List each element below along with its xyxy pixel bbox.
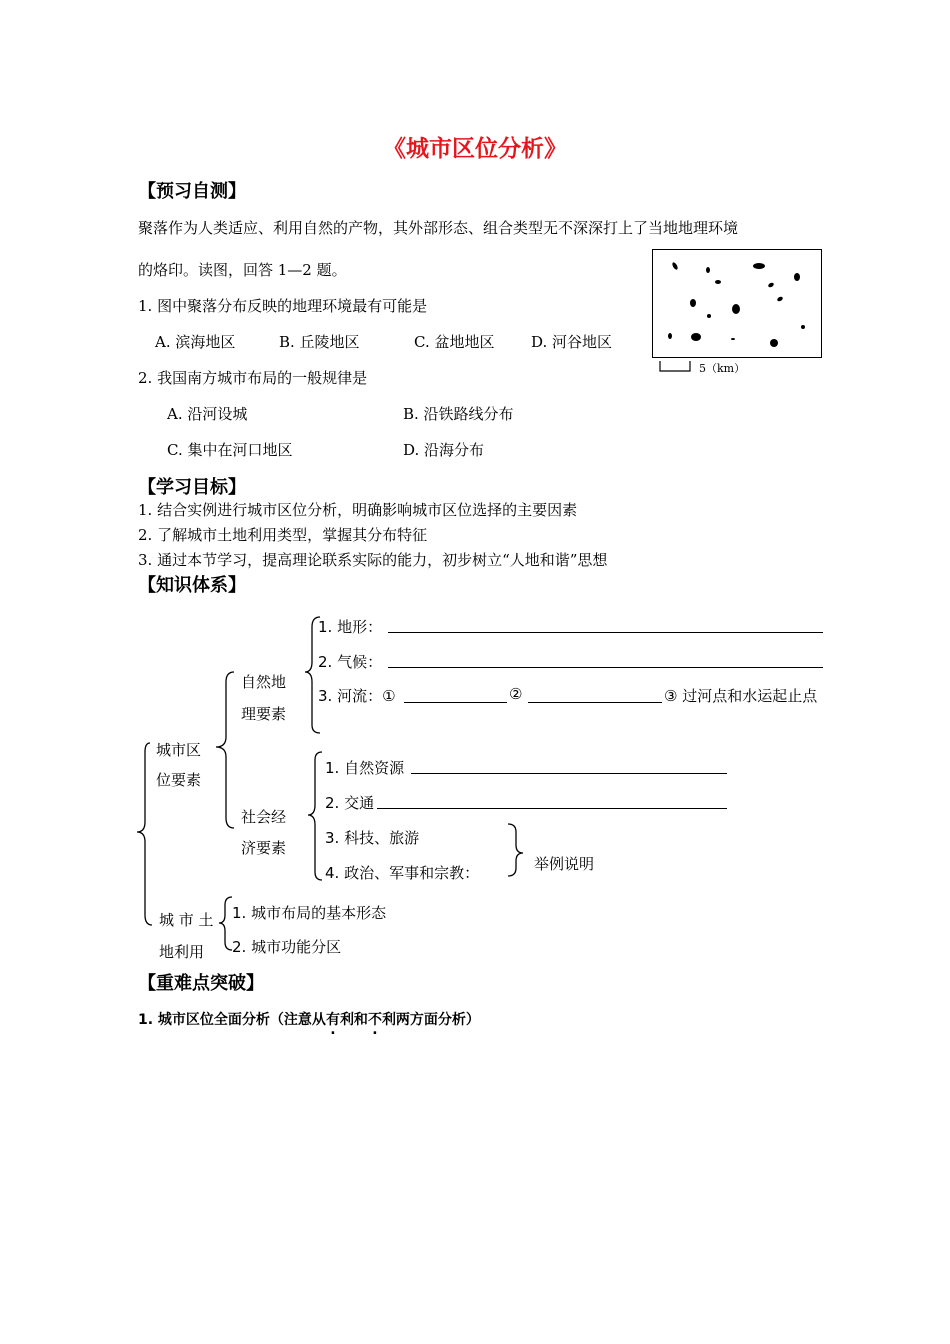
terrain-blank[interactable] [388, 632, 823, 633]
section-preview-heading: 【预习自测】 [138, 181, 246, 202]
question-1: 1. 图中聚落分布反映的地理环境最有可能是 [138, 297, 428, 315]
factor-brace [216, 672, 234, 828]
land-use-line2: 地利用 [159, 943, 205, 961]
preview-intro-line1: 聚落作为人类适应、利用自然的产物，其外部形态、组合类型无不深深打上了当地地理环境 [138, 219, 739, 237]
key-point-mid-2: 利两方面分析） [381, 1012, 480, 1028]
natural-item-terrain: 1. 地形： [318, 618, 383, 636]
natural-factors-line1: 自然地 [241, 673, 287, 691]
social-item-resources: 1. 自然资源 [325, 759, 405, 777]
river-item-3: ③ 过河点和水运起止点 [664, 687, 818, 705]
scale-label: 5（km） [699, 362, 746, 375]
q1-option-b: B. 丘陵地区 [279, 333, 360, 351]
q1-option-a: A. 滨海地区 [155, 333, 236, 351]
q2-option-c: C. 集中在河口地区 [167, 441, 293, 459]
key-point-1 [138, 1009, 480, 1029]
social-item-transport: 2. 交通 [325, 794, 375, 812]
example-brace [508, 824, 523, 876]
social-item-politics: 4. 政治、军事和宗教： [325, 864, 480, 882]
q2-option-a: A. 沿河设城 [167, 405, 248, 423]
social-item-tech-tourism: 3. 科技、旅游 [325, 829, 420, 847]
key-point-emphasis-2: 不 [367, 1012, 382, 1028]
section-goals-heading: 【学习目标】 [138, 477, 246, 498]
section-key-heading: 【重难点突破】 [138, 973, 264, 994]
root-brace [137, 743, 152, 925]
river-blank-1[interactable] [404, 702, 507, 703]
natural-item-river: 3. 河流：① [318, 687, 396, 705]
goal-2: 2. 了解城市土地利用类型，掌握其分布特征 [138, 526, 428, 544]
example-note: 举例说明 [534, 855, 595, 873]
page-title: 《城市区位分析》 [383, 136, 567, 162]
climate-blank[interactable] [388, 667, 823, 668]
key-point-mid-1: 利和 [339, 1012, 368, 1028]
natural-item-climate: 2. 气候： [318, 653, 383, 671]
natural-factors-line2: 理要素 [241, 705, 287, 723]
social-brace [308, 752, 322, 880]
q1-option-d: D. 河谷地区 [531, 333, 613, 351]
river-blank-2[interactable] [528, 702, 662, 703]
question-2: 2. 我国南方城市布局的一般规律是 [138, 369, 368, 387]
social-factors-line1: 社会经 [241, 808, 287, 826]
land-brace [219, 897, 232, 950]
land-use-line1: 城 市 土 [159, 911, 214, 929]
river-marker-2: ② [509, 685, 523, 703]
key-point-emphasis-1: 有 [325, 1012, 340, 1028]
q2-option-d: D. 沿海分布 [403, 441, 485, 459]
social-factors-line2: 济要素 [241, 839, 287, 857]
goal-1: 1. 结合实例进行城市区位分析，明确影响城市区位选择的主要因素 [138, 501, 578, 519]
resources-blank[interactable] [411, 773, 727, 774]
q1-option-c: C. 盆地地区 [414, 333, 495, 351]
tree-root-line1: 城市区 [156, 741, 202, 759]
land-item-zoning: 2. 城市功能分区 [232, 938, 342, 956]
tree-root-line2: 位要素 [156, 771, 202, 789]
land-item-layout: 1. 城市布局的基本形态 [232, 904, 387, 922]
key-point-prefix: 1. 城市区位全面分析（注意从 [138, 1012, 326, 1028]
transport-blank[interactable] [377, 808, 727, 809]
goal-3: 3. 通过本节学习，提高理论联系实际的能力，初步树立“人地和谐”思想 [138, 551, 608, 569]
section-knowledge-heading: 【知识体系】 [138, 575, 246, 596]
preview-intro-line2: 的烙印。读图，回答 1—2 题。 [138, 261, 347, 279]
q2-option-b: B. 沿铁路线分布 [403, 405, 514, 423]
